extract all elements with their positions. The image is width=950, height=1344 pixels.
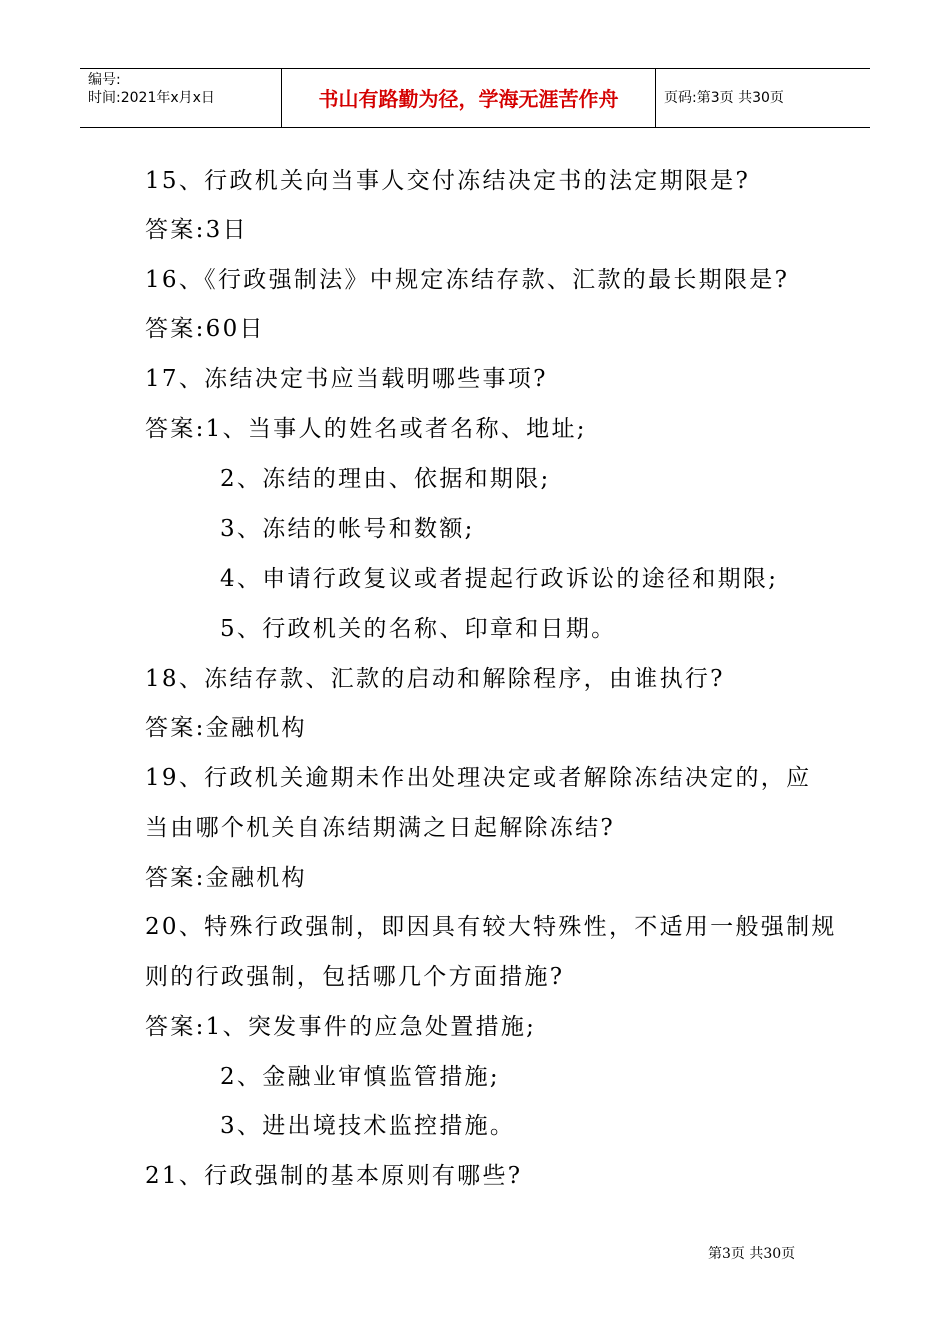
answer-17-item-3: 3、冻结的帐号和数额; — [220, 516, 475, 542]
question-20-line-1: 20、特殊行政强制，即因具有较大特殊性，不适用一般强制规 — [145, 914, 837, 940]
header-page-cell — [656, 69, 870, 128]
answer-17-item-5: 5、行政机关的名称、印章和日期。 — [220, 616, 617, 642]
question-19-line-1: 19、行政机关逾期未作出处理决定或者解除冻结决定的，应 — [145, 765, 812, 791]
answer-16: 答案:60日 — [145, 316, 265, 342]
answer-15: 答案:3日 — [145, 217, 248, 243]
question-20-line-2: 则的行政强制，包括哪几个方面措施? — [145, 964, 565, 990]
header-motto: 书山有路勤为径，学海无涯苦作舟 — [318, 87, 619, 111]
answer-17-item-4: 4、申请行政复议或者提起行政诉讼的途径和期限; — [220, 566, 779, 592]
document-number-label: 编号: — [88, 72, 121, 88]
question-21: 21、行政强制的基本原则有哪些? — [145, 1163, 523, 1189]
page-footer: 第3页 共30页 — [708, 1246, 796, 1262]
question-15: 15、行政机关向当事人交付冻结决定书的法定期限是? — [145, 168, 751, 194]
answer-20-item-1: 答案:1、突发事件的应急处置措施; — [145, 1014, 537, 1040]
answer-20-item-3: 3、进出境技术监控措施。 — [220, 1113, 516, 1139]
question-18: 18、冻结存款、汇款的启动和解除程序，由谁执行? — [145, 666, 725, 692]
header-page-number: 页码:第3页 共30页 — [664, 90, 784, 106]
document-date-label: 时间:2021年x月x日 — [88, 90, 215, 106]
answer-19: 答案:金融机构 — [145, 865, 307, 891]
answer-20-item-2: 2、金融业审慎监管措施; — [220, 1064, 500, 1090]
answer-17-item-2: 2、冻结的理由、依据和期限; — [220, 466, 551, 492]
answer-17-item-1: 答案:1、当事人的姓名或者名称、地址; — [145, 416, 587, 442]
question-16: 16、《行政强制法》中规定冻结存款、汇款的最长期限是? — [145, 267, 790, 293]
question-17: 17、冻结决定书应当载明哪些事项? — [145, 366, 548, 392]
header-meta-cell — [80, 69, 282, 128]
question-19-line-2: 当由哪个机关自冻结期满之日起解除冻结? — [145, 815, 616, 841]
header-motto-cell — [282, 69, 656, 128]
answer-18: 答案:金融机构 — [145, 715, 307, 741]
page-header — [80, 68, 870, 128]
